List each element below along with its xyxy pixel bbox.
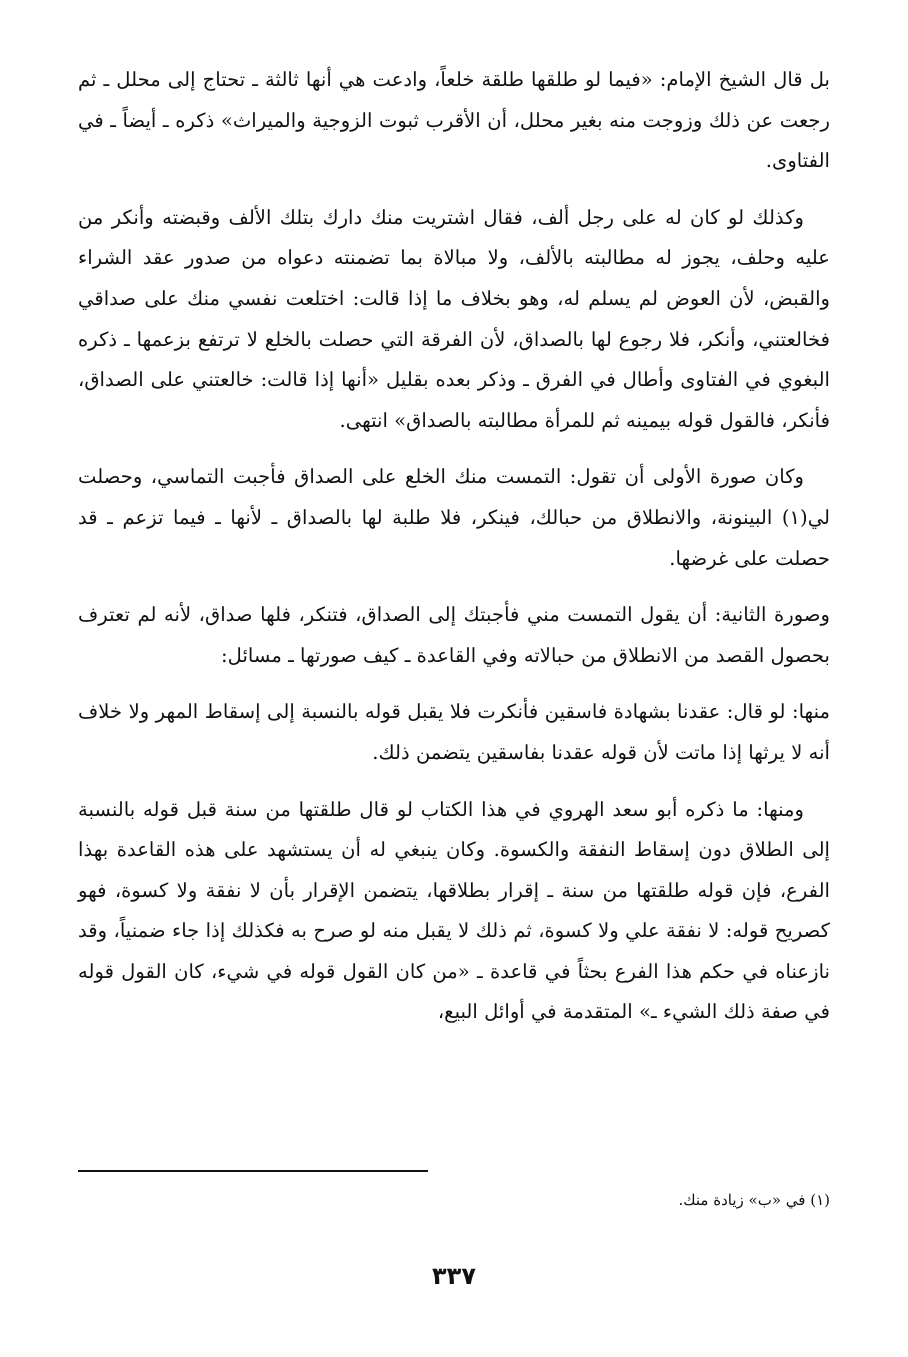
paragraph-4: وصورة الثانية: أن يقول التمست مني فأجبتك إلى الصداق، فتنكر، فلها صداق، لأنه لم تعترف بحصول القصد من الانطلاق من حبالاته وفي القاعدة ـ كيف صورتها ـ مسائل:: [78, 603, 830, 667]
footnote: (١) في «ب» زيادة منك.: [678, 1191, 830, 1209]
page-number: ٣٣٧: [432, 1262, 476, 1290]
paragraph-5: منها: لو قال: عقدنا بشهادة فاسقين فأنكرت فلا يقبل قوله بالنسبة إلى إسقاط المهر ولا خلاف أنه لا يرثها إذا ماتت لأن قوله عقدنا بفاسقين يتضمن ذلك.: [78, 700, 830, 764]
main-text: [78, 60, 830, 1049]
paragraph-6: ومنها: ما ذكره أبو سعد الهروي في هذا الكتاب لو قال طلقتها من سنة قبل قوله بالنسبة إلى الطلاق دون إسقاط النفقة والكسوة. وكان ينبغي له أن يستشهد على هذه القاعدة بهذا الفرع، فإن قوله طلقتها من سنة ـ إقرار بطلاقها، يتضمن الإقرار بأن لا نفقة ولا كسوة، فهو كصريح قوله: لا نفقة علي ولا كسوة، ثم ذلك لا يقبل منه لو صرح به فكذلك إذا جاء ضمنياً، وقد نازعناه في حكم هذا الفرع بحثاً في قاعدة ـ «من كان القول قوله في شيء، كان القول قوله في صفة ذلك الشيء ـ» المتقدمة في أوائل البيع،: [78, 797, 830, 1024]
paragraph-3: وكان صورة الأولى أن تقول: التمست منك الخلع على الصداق فأجبت التماسي، وحصلت لي(١) البينونة، والانطلاق من حبالك، فينكر، فلا طلبة لها بالصداق ـ لأنها ـ فيما تزعم ـ قد حصلت على غرضها.: [78, 465, 830, 570]
paragraph-1: بل قال الشيخ الإمام: «فيما لو طلقها طلقة خلعاً، وادعت هي أنها ثالثة ـ تحتاج إلى محلل ـ ثم رجعت عن ذلك وزوجت منه بغير محلل، أن الأقرب ثبوت الزوجية والميراث» ذكره ـ أيضاً ـ في الفتاوى.: [78, 68, 830, 173]
footnote-divider: [78, 1170, 428, 1172]
paragraph-2: وكذلك لو كان له على رجل ألف، فقال اشتريت منك دارك بتلك الألف وقبضته وأنكر من عليه وحلف، يجوز له مطالبته بالألف، ولا مبالاة بما تضمنته دعواه من صدور عقد الشراء والقبض، لأن العوض لم يسلم له، وهو بخلاف ما إذا قالت: اختلعت نفسي منك على صداقي فخالعتني، وأنكر، فلا رجوع لها بالصداق، لأن الفرقة التي حصلت بالخلع لا ترتفع بزعمها ـ ذكره البغوي في الفتاوى وأطال في الفرق ـ وذكر بعده بقليل «أنها إذا قالت: خالعتني على الصداق، فأنكر، فالقول قوله بيمينه ثم للمرأة مطالبته بالصداق» انتهى.: [78, 205, 830, 432]
